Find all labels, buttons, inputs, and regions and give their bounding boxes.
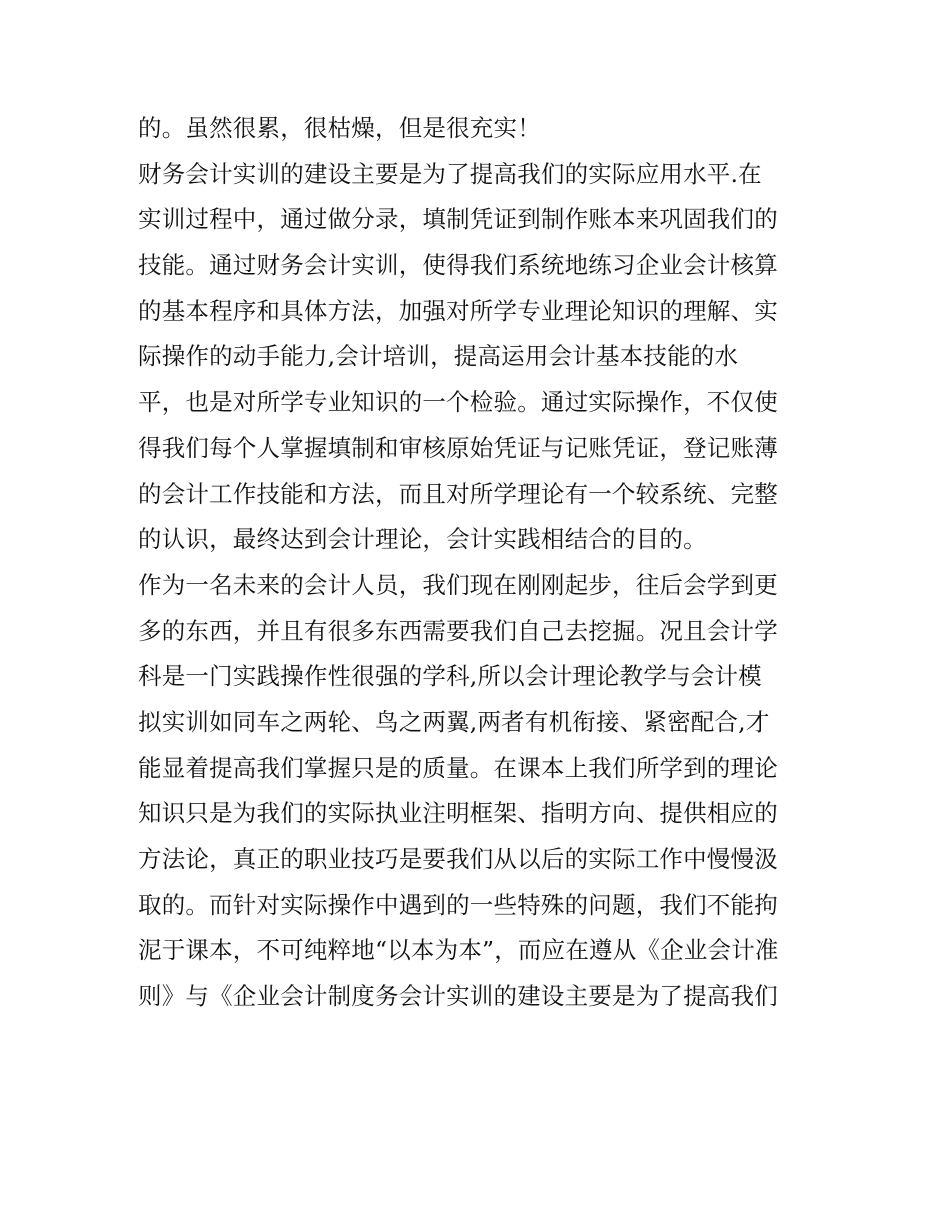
text-line: 能显着提高我们掌握只是的质量。在课本上我们所学到的理论 <box>138 753 778 782</box>
text-line: 科是一门实践操作性很强的学科,所以会计理论教学与会计模 <box>138 662 762 691</box>
text-line: 技能。通过财务会计实训，使得我们系统地练习企业会计核算 <box>138 251 778 280</box>
text-line: 得我们每个人掌握填制和审核原始凭证与记账凭证，登记账薄 <box>138 433 778 462</box>
text-line: 作为一名未来的会计人员，我们现在刚刚起步，往后会学到更 <box>138 570 778 599</box>
text-line: 的。虽然很累，很枯燥，但是很充实！ <box>138 114 541 142</box>
text-line: 则》与《企业会计制度务会计实训的建设主要是为了提高我们 <box>138 982 778 1011</box>
text-line: 实训过程中，通过做分录，填制凭证到制作账本来巩固我们的 <box>138 205 778 234</box>
text-line: 拟实训如同车之两轮、鸟之两翼,两者有机衔接、紧密配合,才 <box>138 707 770 736</box>
text-line: 际操作的动手能力,会计培训，提高运用会计基本技能的水 <box>138 342 739 371</box>
text-line: 知识只是为我们的实际执业注明框架、指明方向、提供相应的 <box>138 799 778 828</box>
text-line: 多的东西，并且有很多东西需要我们自己去挖掘。况且会计学 <box>138 616 778 645</box>
text-line: 泥于课本，不可纯粹地“以本为本”，而应在遵从《企业会计准 <box>138 936 779 965</box>
text-line: 平，也是对所学专业知识的一个检验。通过实际操作，不仅使 <box>138 388 778 417</box>
text-line: 财务会计实训的建设主要是为了提高我们的实际应用水平.在 <box>138 159 762 188</box>
document-body <box>138 106 818 1020</box>
text-line: 的基本程序和具体方法，加强对所学专业理论知识的理解、实 <box>138 296 778 325</box>
text-line: 的认识，最终达到会计理论，会计实践相结合的目的。 <box>138 525 707 554</box>
text-line: 的会计工作技能和方法，而且对所学理论有一个较系统、完整 <box>138 479 778 508</box>
text-line: 取的。而针对实际操作中遇到的一些特殊的问题，我们不能拘 <box>138 890 778 919</box>
text-line: 方法论，真正的职业技巧是要我们从以后的实际工作中慢慢汲 <box>138 845 778 873</box>
